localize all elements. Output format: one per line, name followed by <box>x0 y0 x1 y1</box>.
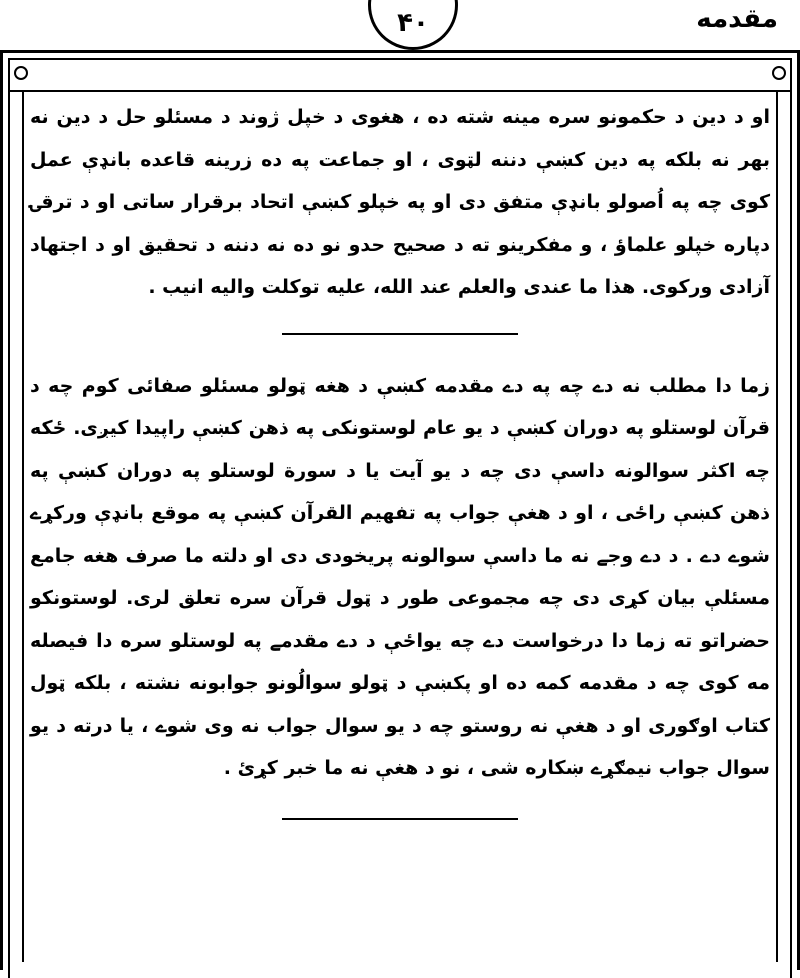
paragraph-1: او د دین د حکمونو سره مینه شته ده ، هغوی د خپل ژوند د مسئلو حل د دین نه بهر نه بلکه په دین کښې دننه لټوی ، او جماعت په ده زرینه قاعده بانډې عمل کوی چه په اُصولو بانډې متفق دی او په خپلو کښې اتحاد برقرار ساتی او د ترقۍ دپاره خپلو علماؤ ، و مفکرینو ته د صحیح حدو نو ده نه دننه د تحقیق او د اجتهاد آزادی ورکوی. هذا ما عندی والعلم عند الله، علیه توکلت والیه انیب . <box>30 106 770 298</box>
main-text <box>30 96 770 850</box>
section-divider-end <box>282 818 518 820</box>
page-border-top-band <box>8 58 792 92</box>
border-corner-ornament-top-left <box>14 66 28 80</box>
page-border-right-rail <box>776 92 792 962</box>
paragraph-2: زما دا مطلب نه دے چه په دے مقدمه کښې د هغه ټولو مسئلو صفائی کوم چه د قرآن لوستلو په دوران کښې د یو عام لوستونکی په ذهن کښې راپیدا کیږی. ځکه چه اکثر سوالونه داسې دی چه د یو آیت یا د سورة لوستلو په دوران کښې په ذهن کښې راځی ، او د هغې جواب په تفهیم القرآن کښې په موقع بانډې ورکړے شوے دے . د دے وجے نه ما داسې سوالونه پریخودی دی او دلته ما صرف هغه جامع مسئلې بیان کړی دی چه مجموعی طور د ټول قرآن سره تعلق لری. لوستونکو حضراتو ته زما دا درخواست دے چه یواځې د دے مقدمے په لوستلو سره دا فیصله مه کوی چه د مقدمه کمه ده او پکښې د ټولو سوالُونو جوابونه نشته ، بلکه ټول کتاب اوګوری او د هغې نه روستو چه د یو سوال جواب نه وی شوے ، یا درته د یو سوال جواب نیمګړے ښکاره شی ، نو د هغې نه ما خبر کړئ . <box>30 374 770 779</box>
border-corner-ornament-top-right <box>772 66 786 80</box>
page-number: ۴۰ <box>397 8 429 38</box>
page-border-left-rail <box>8 92 24 962</box>
running-header: مقدمه <box>696 4 778 34</box>
section-divider <box>282 333 518 335</box>
